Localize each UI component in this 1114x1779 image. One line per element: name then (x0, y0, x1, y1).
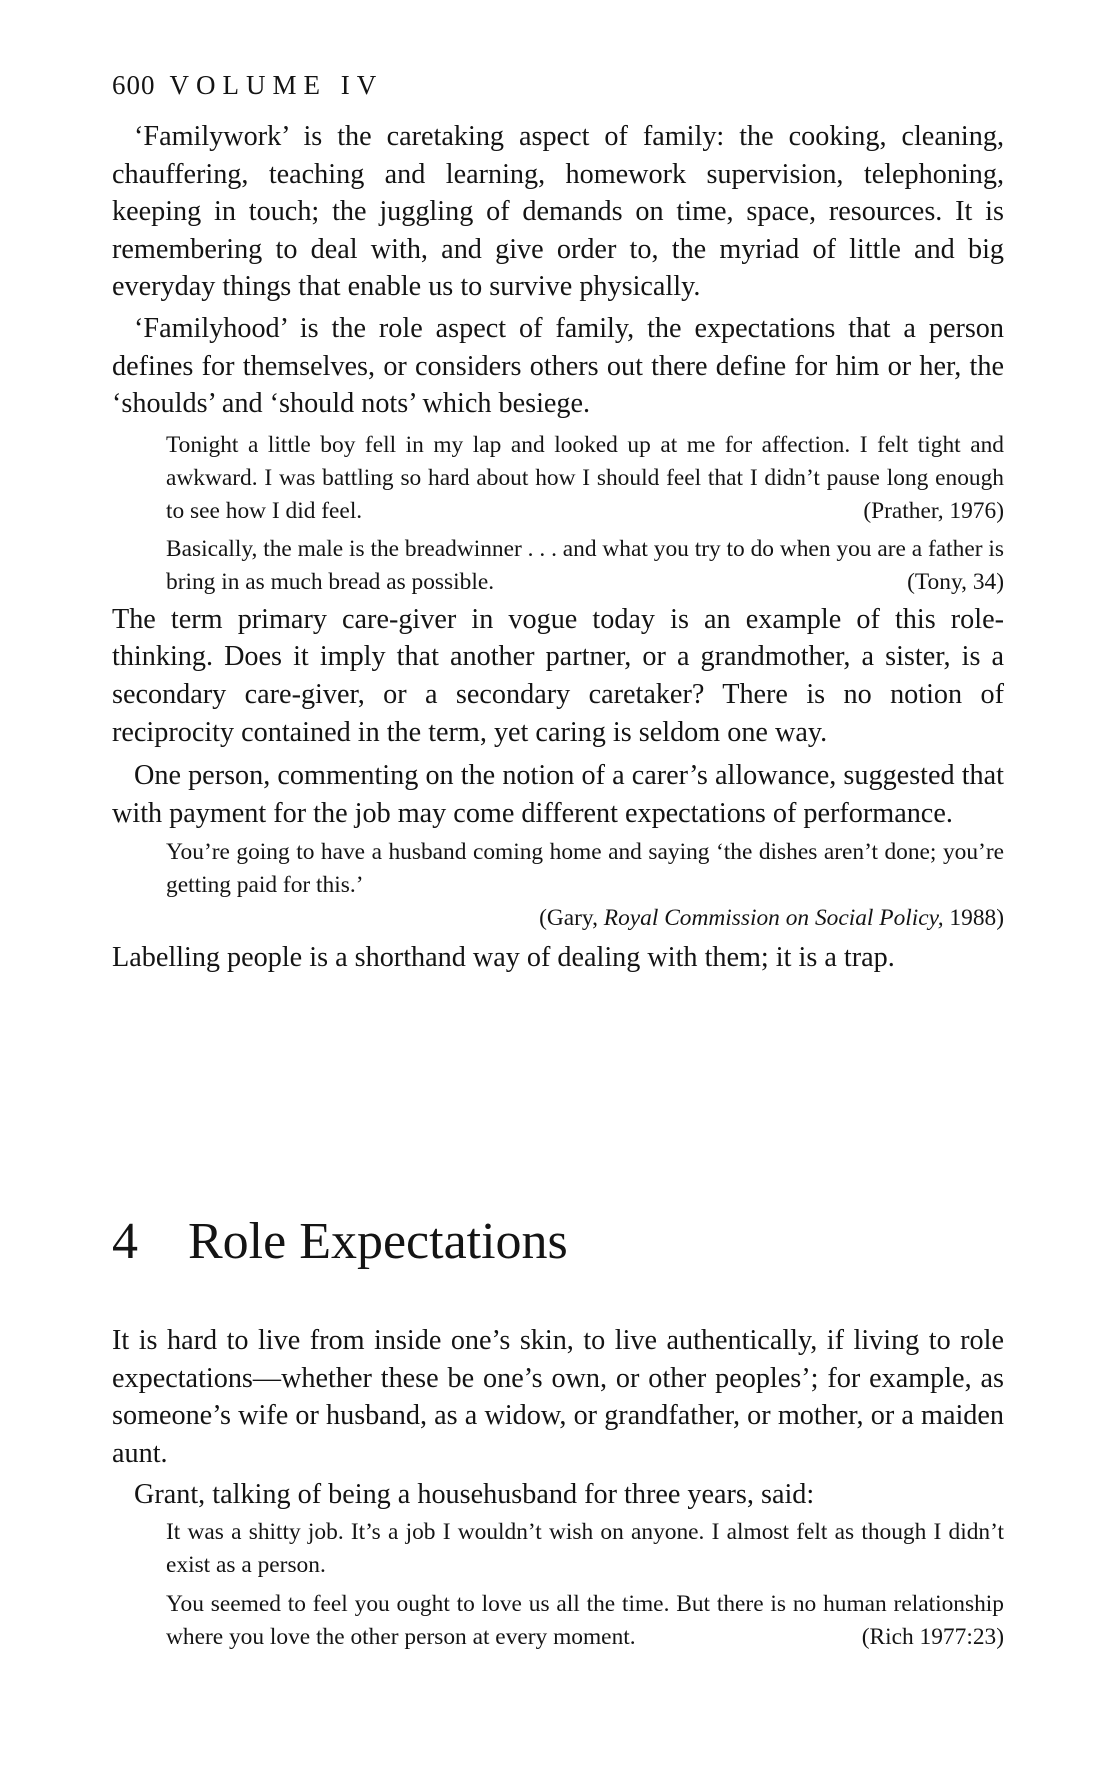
section-number: 4 (112, 1213, 138, 1270)
extract-quote-rich (166, 1588, 1004, 1654)
attribution-rich: (Rich 1977:23) (861, 1623, 1004, 1650)
paragraph-primary-care-giver: The term primary care-giver in vogue today is an example of this role-thinking. Does it imply that another partner, or a grandmother, a sister, is a secondary care-giver, or a secondary caretaker? There is no notion of reciprocity contained in the term, yet caring is seldom one way. (112, 603, 1004, 748)
extract-quote-grant: It was a shitty job. It’s a job I wouldn’t wish on anyone. I almost felt as though I didn’t exist as a person. (166, 1518, 1004, 1578)
paragraph-inside-ones-skin: It is hard to live from inside one’s skin, to live authentically, if living to role expectations—whether these be one’s own, or other peoples’; for example, as someone’s wife or husband, as a widow, or grandfather, or mother, or a maiden aunt. (112, 1325, 1004, 1469)
lower-text-block (112, 1322, 1004, 1654)
attribution-tony: (Tony, 34) (907, 568, 1004, 595)
paragraph-familyhood: ‘Familyhood’ is the role aspect of family, the expectations that a person defines for themselves, or considers others out there define for him or her, the ‘shoulds’ and ‘should nots’ which besiege. (112, 312, 1004, 420)
paragraph-familywork: ‘Familywork’ is the caretaking aspect of family: the cooking, cleaning, chauffering, teaching and learning, homework supervision, telephoning, keeping in touch; the juggling of demands on time, space, resources. It is remembering to deal with, and give order to, the myriad of little and big everyday things that enable us to survive physically. (112, 121, 1004, 303)
extract-quote-prather-text: Tonight a little boy fell in my lap and looked up at me for affection. I felt tight and awkward. I was battling so hard about how I should feel that I didn’t pause long enough to see how I did feel. (166, 431, 1004, 524)
paragraph-carers-allowance: One person, commenting on the notion of a carer’s allowance, suggested that with payment for the job may come different expectations of performance. (112, 760, 1004, 829)
running-head-title: VOLUME IV (169, 70, 384, 100)
extract-quote-tony (166, 533, 1004, 599)
extract-quote-gary: You’re going to have a husband coming home and saying ‘the dishes aren’t done; you’re getting paid for this.’ (166, 839, 1004, 899)
extract-quote-tony-text: Basically, the male is the breadwinner . . . and what you try to do when you are a father is bring in as much bread as possible. (166, 535, 1004, 595)
extract-quote-rich-text: You seemed to feel you ought to love us all the time. But there is no human relationship where you love the other person at every moment. (166, 1590, 1004, 1650)
extract-quote-prather (166, 429, 1004, 528)
running-head (112, 70, 383, 101)
attribution-gary-source: Royal Commission on Social Policy, (603, 905, 944, 932)
paragraph-labelling: Labelling people is a shorthand way of dealing with them; it is a trap. (112, 942, 895, 974)
section-heading (112, 1212, 568, 1272)
upper-text-block (112, 118, 1004, 977)
paragraph-grant: Grant, talking of being a househusband for three years, said: (134, 1479, 815, 1511)
page-number: 600 (112, 70, 156, 100)
section-title: Role Expectations (188, 1213, 568, 1270)
attribution-gary: (Gary, Royal Commission on Social Policy, 1988) (539, 905, 1004, 932)
attribution-prather: (Prather, 1976) (863, 497, 1004, 524)
